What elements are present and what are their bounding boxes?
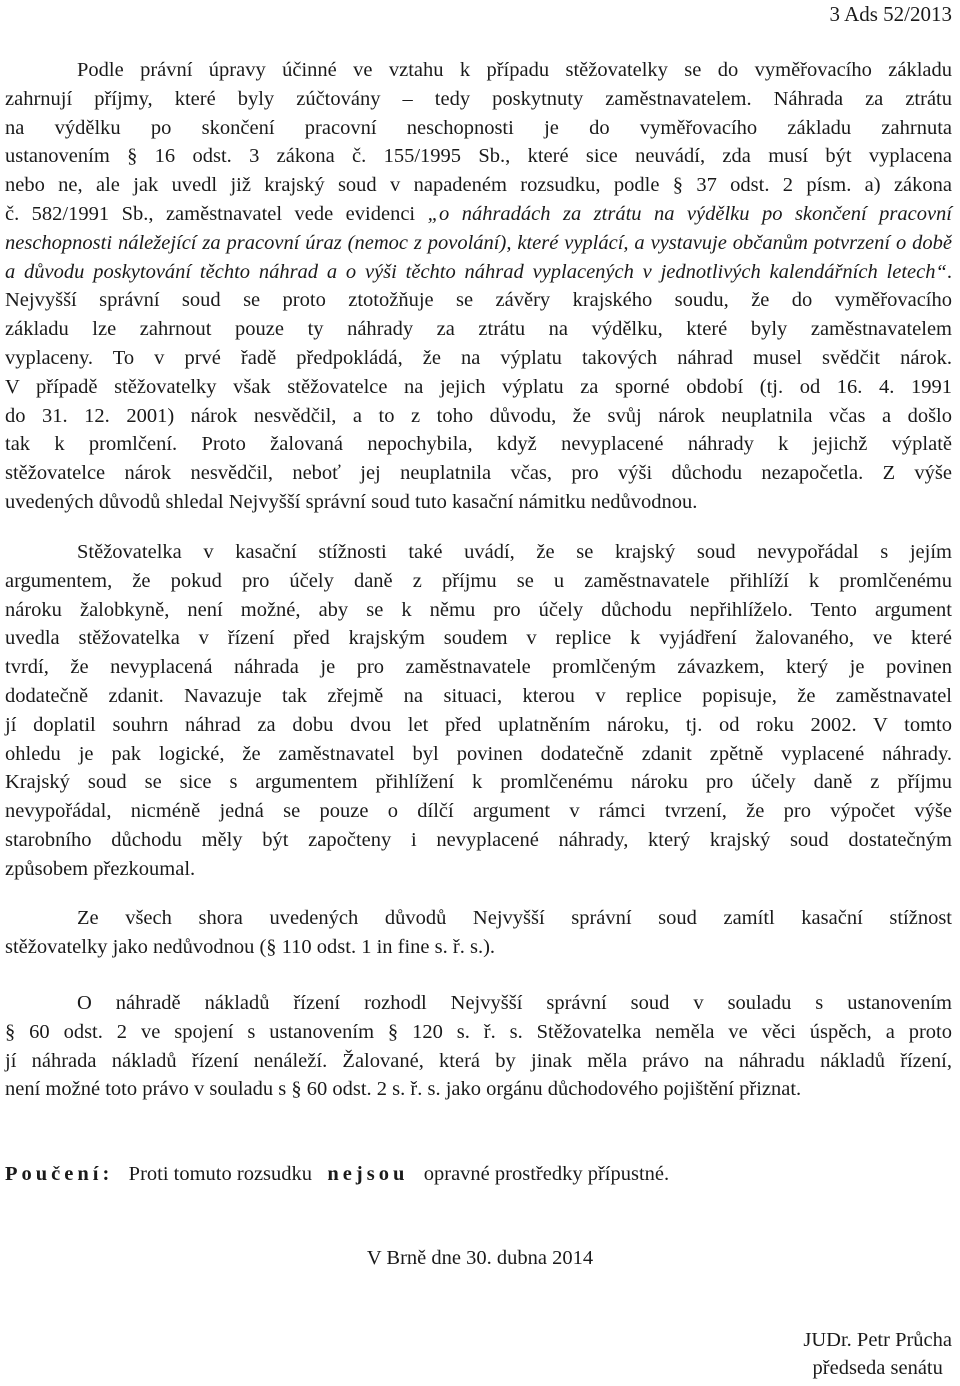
instruction-text-2: opravné prostředky přípustné. <box>423 1163 670 1185</box>
text-line: Stěžovatelka v kasační stížnosti také uvádí, že se krajský soud nevypořádal s jejím <box>77 541 952 563</box>
signatory-name: JUDr. Petr Průcha <box>803 1329 952 1351</box>
place-and-date: V Brně dne 30. dubna 2014 <box>366 1247 594 1269</box>
instruction-line <box>5 1160 952 1189</box>
text-line: není možné toto právo v souladu s § 60 odst. 2 s. ř. s. jako orgánu důchodového pojištění přiznat. <box>5 1078 802 1101</box>
text-line: argumentem, že pokud pro účely daně z příjmu se u zaměstnavatele přihlíží k promlčenému <box>5 569 952 592</box>
text-line: jí náhrada nákladů řízení nenáleží. Žalované, která by jinak měla právo na náhradu nákladů řízení, <box>5 1049 952 1072</box>
paragraph-dismissal <box>5 904 952 962</box>
paragraph-tax-argument <box>5 538 952 884</box>
text-line: jí doplatil souhrn náhrad za dobu dvou let před uplatněním nároku, tj. od roku 2002. V tomto <box>5 713 952 736</box>
text-line: Nejvyšší správní soud se proto ztotožňuje se závěry krajského soudu, že do vyměřovacího <box>5 289 952 312</box>
instruction-text-1: Proti tomuto rozsudku <box>128 1163 313 1185</box>
text-line: nebo ne, ale jak uvedl již krajský soud v napadeném rozsudku, podle § 37 odst. 2 písm. a) zákona <box>5 174 952 197</box>
text-line: V případě stěžovatelky však stěžovatelce na jejich výplatu za sporné období (tj. od 16. 4. 1991 <box>5 375 952 398</box>
instruction-label: Poučení: <box>5 1163 114 1185</box>
text-line: základu lze zahrnout pouze ty náhrady za ztrátu na výdělku, které byly zaměstnavatelem <box>5 318 952 341</box>
paragraph-costs <box>5 989 952 1104</box>
text-line: stěžovatelce nárok nesvědčil, neboť jej neuplatnila včas, pro výši důchodu nezapočetla. Z výše <box>5 462 952 485</box>
text-line: stěžovatelky jako nedůvodnou (§ 110 odst. 1 in fine s. ř. s.). <box>5 935 496 958</box>
text-line: Podle právní úpravy účinné ve vztahu k případu stěžovatelky se do vyměřovacího základu <box>77 59 952 81</box>
text-line: dodatečně zdanit. Navazuje tak zřejmě na situaci, kterou v replice popisuje, že zaměstnavatel <box>5 684 952 707</box>
text-line: starobního důchodu měly být započteny i nevyplacené náhrady, který krajský soud dostatečným <box>5 828 952 851</box>
text-line: § 60 odst. 2 ve spojení s ustanovením § 120 s. ř. s. Stěžovatelka neměla ve věci úspěch, a proto <box>5 1020 952 1043</box>
instruction-emphasis: nejsou <box>327 1163 409 1185</box>
text-line: způsobem přezkoumal. <box>5 857 196 880</box>
text-line: tvrdí, že nevyplacená náhrada je pro zaměstnavatele promlčeným závazkem, který je povinen <box>5 656 952 679</box>
text-line: Krajský soud se sice s argumentem přihlížení k promlčenému nároku pro účely daně z příjmu <box>5 771 952 794</box>
text-line: a důvodu poskytování těchto náhrad a o výši těchto náhrad vyplacených v jednotlivých kalendářních letech“. <box>5 260 952 283</box>
text-line: uvedla stěžovatelka v řízení před krajským soudem v replice k vyjádření žalovaného, ve které <box>5 627 952 650</box>
text-line: zahrnují příjmy, které byly zúčtovány – tedy poskytnuty zaměstnavatelem. Náhrada za ztrátu <box>5 87 952 110</box>
text-line: vyplaceny. To v prvé řadě předpokládá, že na výplatu takových náhrad musel svědčit nárok. <box>5 346 952 369</box>
text-line: ohledu je pak logické, že zaměstnavatel byl povinen dodatečně zdanit zpětně vyplacené náhrady. <box>5 742 952 765</box>
text-line: na výdělku po skončení pracovní neschopnosti je do vyměřovacího základu zahrnuta <box>5 116 952 139</box>
text-line: nároku žalobkyně, není možné, aby se k němu pro účely důchodu nepřihlíželo. Tento argument <box>5 598 952 621</box>
text-line: do 31. 12. 2001) nárok nesvědčil, a to z toho důvodu, že svůj nárok neuplatnila včas a došlo <box>5 404 952 427</box>
text-line: Ze všech shora uvedených důvodů Nejvyšší správní soud zamítl kasační stížnost <box>77 907 952 929</box>
text-line: neschopnosti náležející za pracovní úraz (nemoc z povolání), které vyplácí, a vystavuje občanům potvrzení o době <box>5 231 952 254</box>
text-line: nevypořádal, nicméně jedná se pouze o dílčí argument v rámci tvrzení, že pro výpočet výše <box>5 800 952 823</box>
signature-block <box>803 1326 952 1382</box>
case-reference: 3 Ads 52/2013 <box>829 2 952 26</box>
text-line: č. 582/1991 Sb., zaměstnavatel vede evidenci „o náhradách za ztrátu na výdělku po skončení pracovní <box>5 202 952 225</box>
text-line: tak k promlčení. Proto žalovaná nepochybila, když nevyplacené náhrady k jejichž výplatě <box>5 433 952 456</box>
text-line: O náhradě nákladů řízení rozhodl Nejvyšší správní soud v souladu s ustanovením <box>77 992 952 1014</box>
signatory-role: předseda senátu <box>812 1357 943 1379</box>
paragraph-income-base <box>5 56 952 517</box>
text-line: ustanovením § 16 odst. 3 zákona č. 155/1995 Sb., které sice neuvádí, zda musí být vyplacena <box>5 145 952 168</box>
text-line: uvedených důvodů shledal Nejvyšší správní soud tuto kasační námitku nedůvodnou. <box>5 490 698 513</box>
